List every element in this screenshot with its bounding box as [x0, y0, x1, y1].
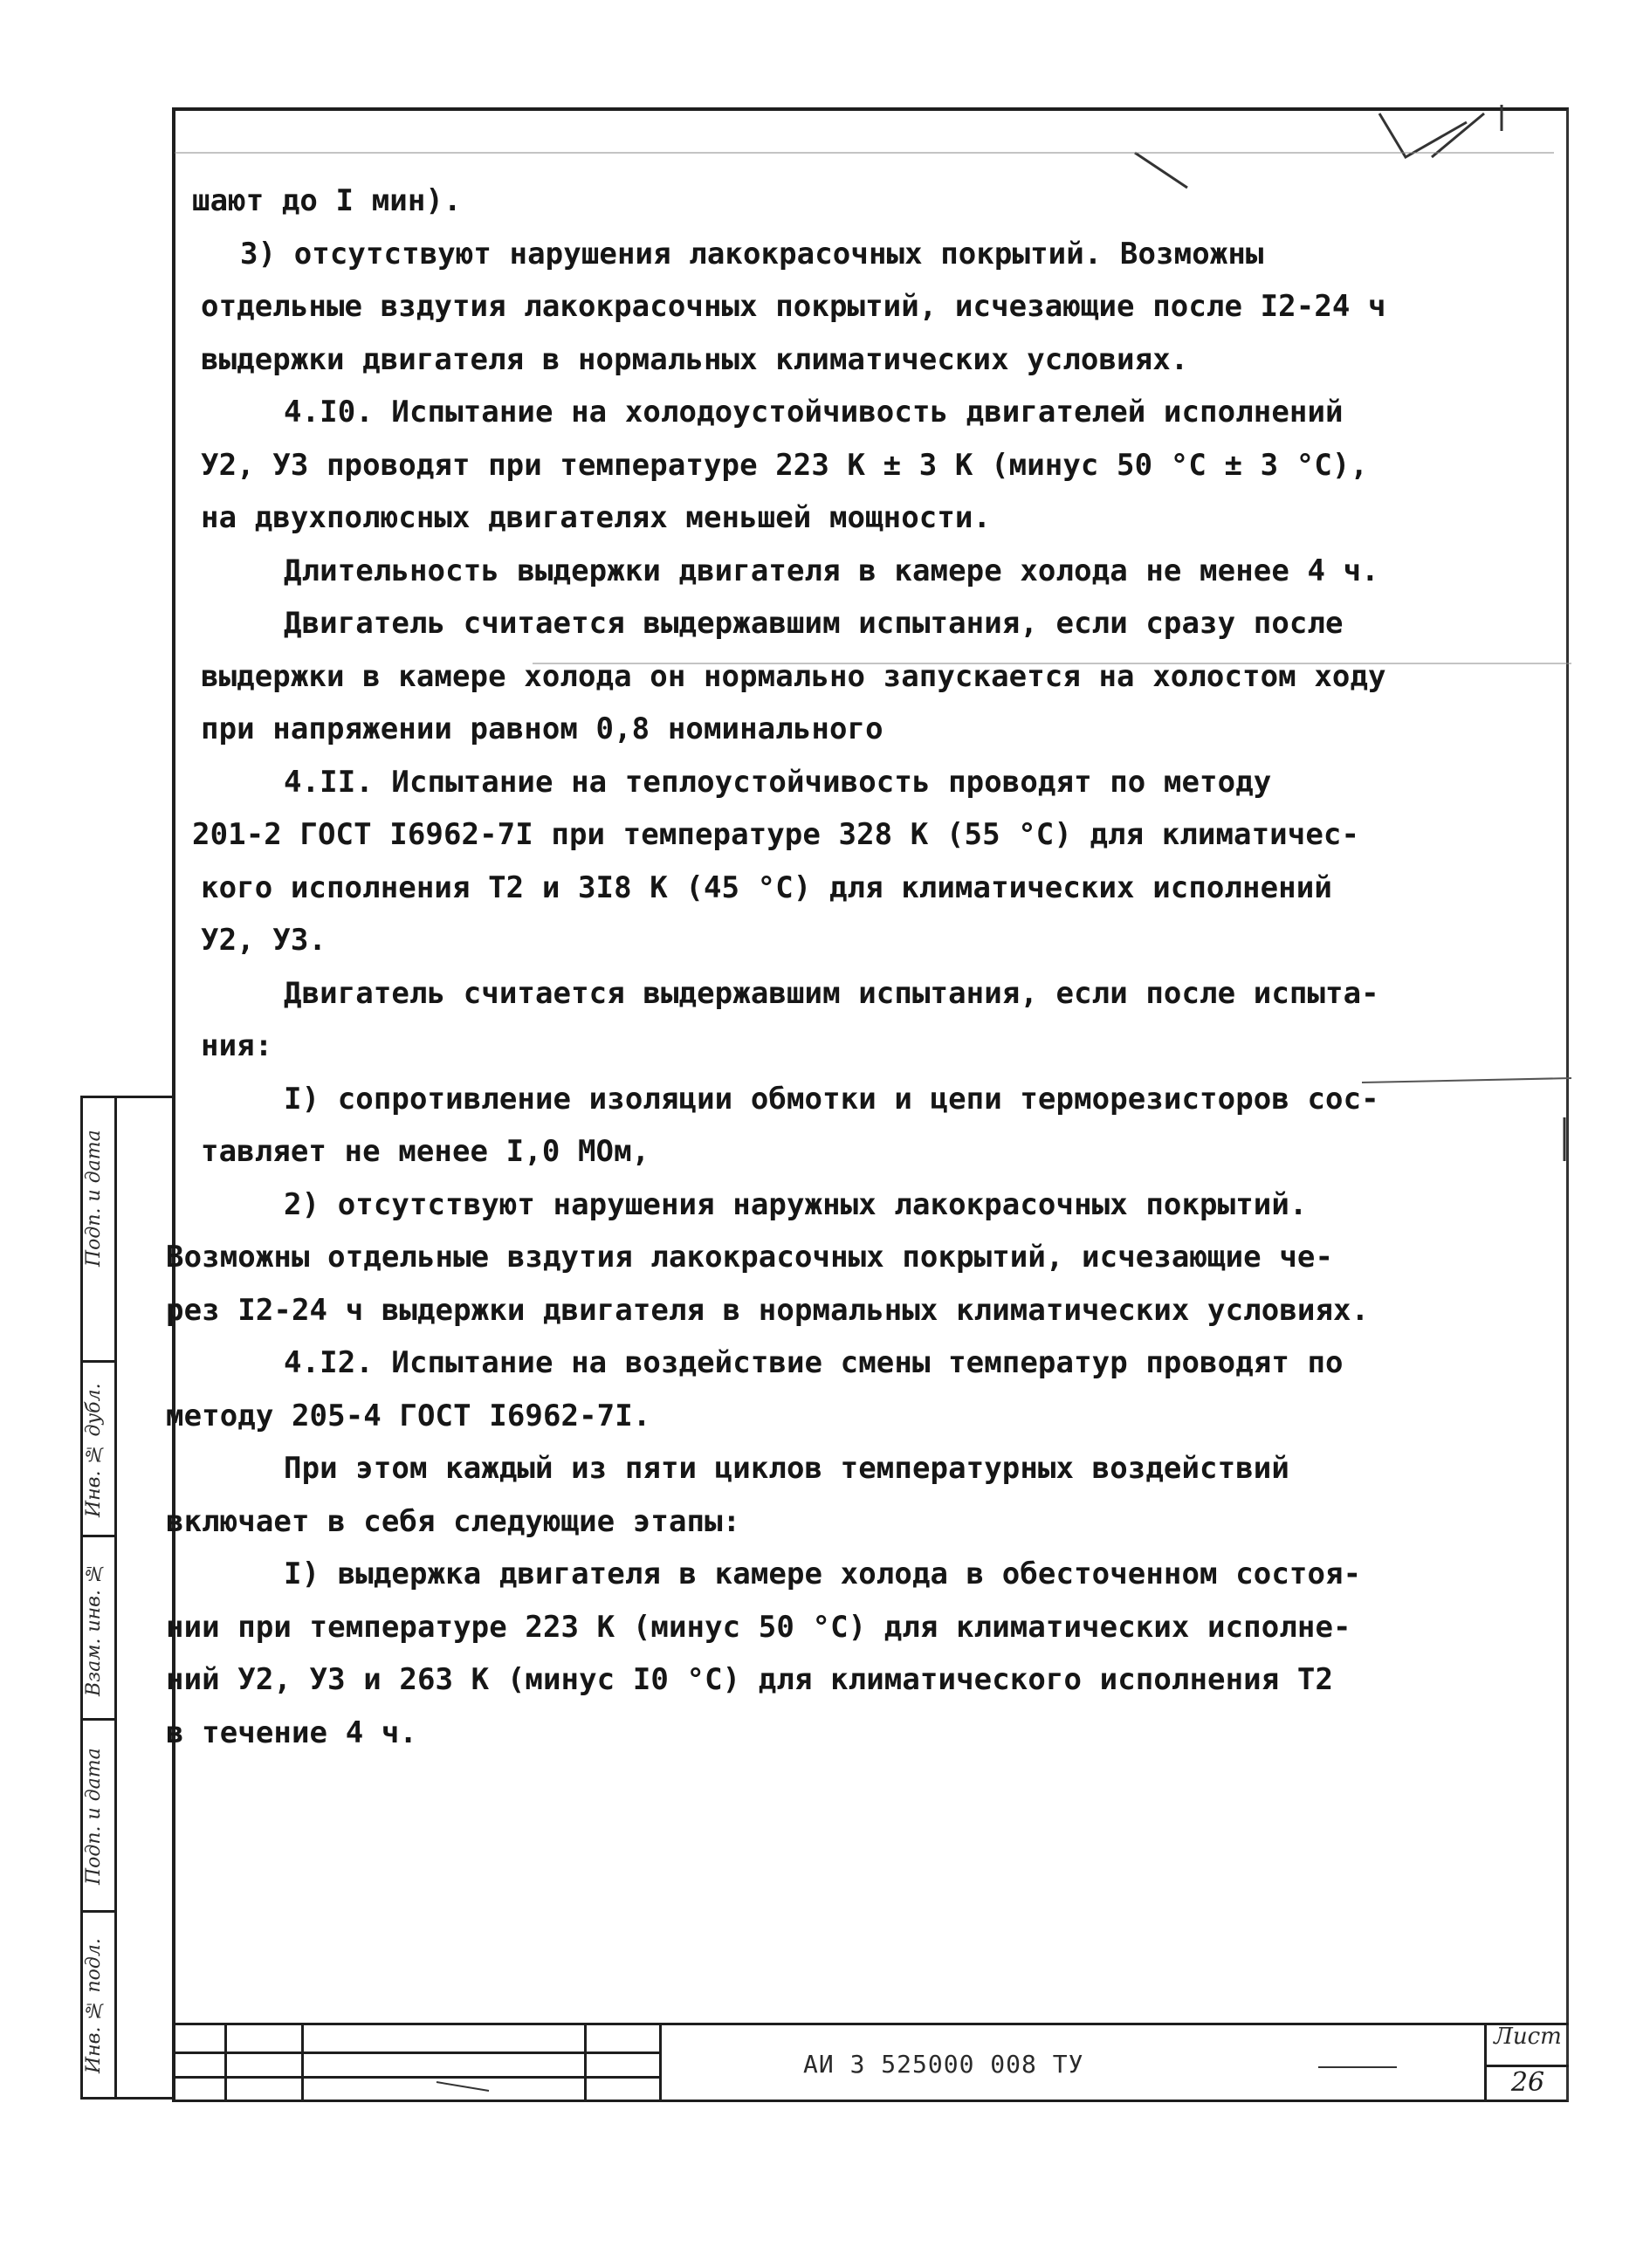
- paragraph: Длительность выдержки двигателя в камере холода не менее 4 ч.: [284, 553, 1379, 588]
- paragraph: тавляет не менее I,0 МОм,: [201, 1134, 650, 1169]
- paragraph: I) сопротивление изоляции обмотки и цепи терморезисторов сос-: [284, 1081, 1379, 1117]
- sheet-number: 26: [1510, 2067, 1545, 2098]
- paragraph: При этом каждый из пяти циклов температурных воздействий: [284, 1451, 1289, 1486]
- paragraph: 2) отсутствуют нарушения наружных лакокрасочных покрытий.: [284, 1186, 1308, 1222]
- paragraph: Двигатель считается выдержавшим испытания, если сразу после: [284, 606, 1344, 641]
- paragraph: Возможны отдельные вздутия лакокрасочных покрытий, исчезающие че-: [166, 1240, 1334, 1275]
- paragraph: выдержки двигателя в нормальных климатических условиях.: [201, 341, 1189, 377]
- paragraph: рез I2-24 ч выдержки двигателя в нормальных климатических условиях.: [166, 1292, 1370, 1328]
- paragraph: У2, У3 проводят при температуре 223 К ± 3 К (минус 50 °С ± 3 °С),: [201, 447, 1369, 483]
- paragraph: 4.I2. Испытание на воздействие смены температур проводят по: [284, 1345, 1344, 1380]
- side-label: Инв. № дубл.: [83, 1383, 105, 1517]
- document-designation: АИ 3 525000 008 ТУ: [803, 2050, 1084, 2079]
- paragraph: при напряжении равном 0,8 номинального: [201, 711, 883, 746]
- paragraph: в течение 4 ч.: [166, 1715, 417, 1750]
- paragraph: на двухполюсных двигателях меньшей мощности.: [201, 500, 992, 535]
- paragraph: У2, У3.: [201, 923, 327, 958]
- paragraph: 4.I0. Испытание на холодоустойчивость двигателей исполнений: [284, 395, 1344, 430]
- sheet-label: Лист: [1494, 2024, 1562, 2050]
- side-label: Подп. и дата: [83, 1130, 105, 1268]
- paragraph: нии при температуре 223 К (минус 50 °С) для климатических исполне-: [166, 1609, 1351, 1645]
- paragraph: шают до I мин).: [192, 183, 462, 218]
- paragraph: методу 205-4 ГОСТ I6962-7I.: [166, 1398, 651, 1433]
- side-label: Взам. инв. №: [83, 1562, 105, 1696]
- paragraph: 4.II. Испытание на теплоустойчивость проводят по методу: [284, 764, 1272, 800]
- paragraph: отдельные вздутия лакокрасочных покрытий, исчезающие после I2-24 ч: [201, 289, 1386, 324]
- side-label: Подп. и дата: [83, 1748, 105, 1886]
- paragraph: выдержки в камере холода он нормально запускается на холостом ходу: [201, 658, 1386, 694]
- paragraph: кого исполнения Т2 и 3I8 К (45 °С) для климатических исполнений: [201, 869, 1332, 905]
- paragraph: I) выдержка двигателя в камере холода в обесточенном состоя-: [284, 1557, 1362, 1591]
- paragraph: Двигатель считается выдержавшим испытания, если после испыта-: [284, 975, 1379, 1011]
- paragraph: ний У2, У3 и 263 К (минус I0 °С) для климатического исполнения Т2: [166, 1662, 1334, 1697]
- paragraph: ния:: [201, 1028, 273, 1063]
- side-label: Инв. № подл.: [83, 1938, 105, 2074]
- paragraph: 3) отсутствуют нарушения лакокрасочных покрытий. Возможны: [240, 236, 1264, 271]
- paragraph: 201-2 ГОСТ I6962-7I при температуре 328 К (55 °С) для климатичес-: [192, 817, 1360, 852]
- paragraph: включает в себя следующие этапы:: [166, 1503, 741, 1539]
